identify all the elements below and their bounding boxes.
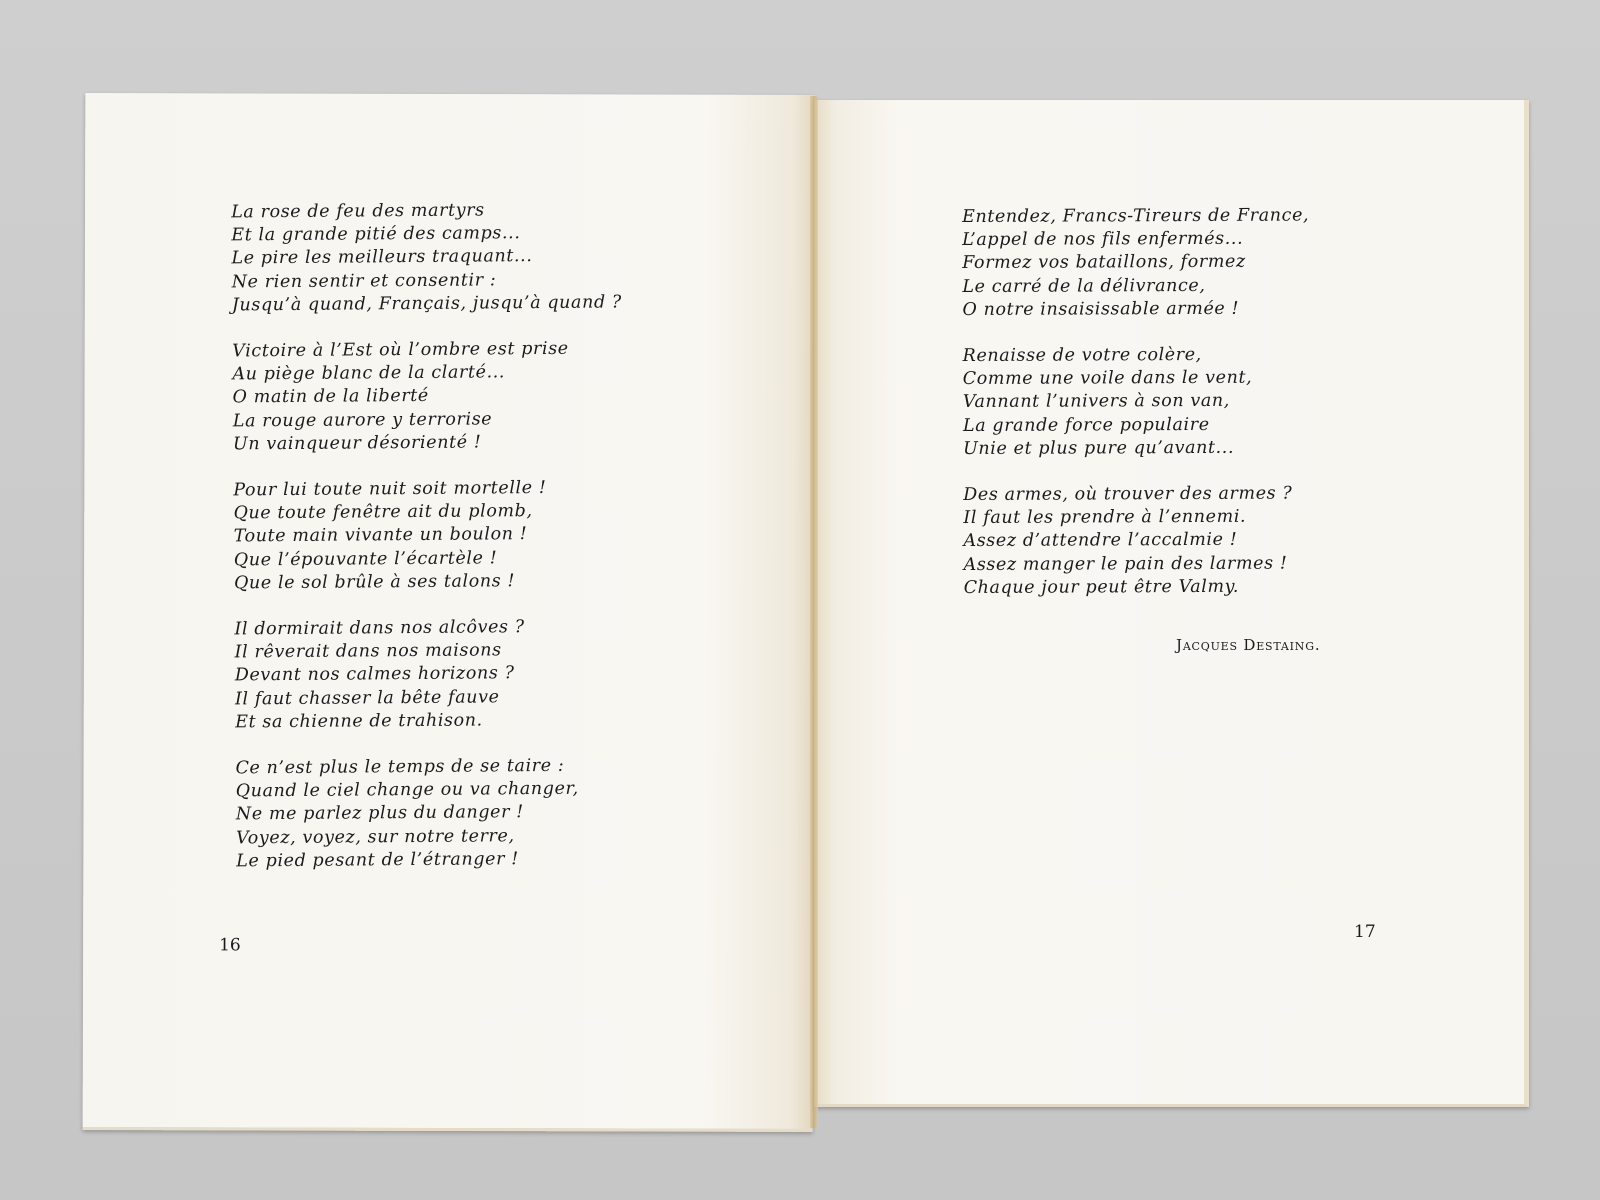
verse-line: Des armes, où trouver des armes ? (963, 483, 1293, 506)
verse-line: Vannant l’univers à son van, (962, 391, 1230, 413)
left-page (83, 93, 816, 1132)
verse-line: La rouge aurore y terrorise (232, 409, 493, 432)
verse-line: Voyez, voyez, sur notre terre, (235, 825, 515, 849)
verse-line: Que le sol brûle à ses talons ! (233, 571, 516, 594)
stanza (235, 754, 626, 873)
poem-right-column (962, 204, 1311, 623)
verse-line: Chaque jour peut être Valmy. (963, 576, 1240, 598)
verse-line: La grande force populaire (962, 414, 1210, 436)
stanza (231, 198, 622, 317)
stanza (234, 615, 625, 734)
verse-line: Toute main vivante un boulon ! (233, 524, 528, 547)
verse-line: O matin de la liberté (232, 386, 429, 408)
verse-line: Il dormirait dans nos alcôves ? (234, 617, 525, 640)
page-number-right: 17 (1354, 922, 1376, 942)
verse-line: Le carré de la délivrance, (962, 275, 1206, 297)
verse-line: Assez d’attendre l’accalmie ! (963, 530, 1238, 552)
verse-line: Jusqu’à quand, Français, jusqu’à quand ? (231, 292, 622, 316)
author-signature: Jacques Destaing. (1176, 636, 1321, 654)
verse-line: Ne me parlez plus du danger ! (235, 802, 524, 825)
stanza (232, 337, 623, 456)
verse-line: Assez manger le pain des larmes ! (963, 553, 1288, 575)
poem-left-column (231, 198, 626, 896)
verse-line: L’appel de nos fils enfermés... (962, 228, 1244, 251)
verse-line: Que toute fenêtre ait du plomb, (233, 501, 533, 524)
verse-line: La rose de feu des martyrs (231, 200, 485, 223)
verse-line: Renaisse de votre colère, (962, 344, 1202, 367)
verse-line: Au piège blanc de la clarté... (232, 362, 506, 385)
verse-line: Que l’épouvante l’écartèle ! (233, 547, 498, 571)
verse-line: Pour lui toute nuit soit mortelle ! (233, 477, 547, 501)
page-number-left: 16 (219, 935, 241, 956)
verse-line: Ce n’est plus le temps de se taire : (235, 755, 565, 779)
verse-line: Unie et plus pure qu’avant... (963, 437, 1235, 459)
right-page (814, 100, 1529, 1107)
verse-line: Et la grande pitié des camps... (231, 223, 521, 246)
verse-line: Quand le ciel change ou va changer, (235, 778, 579, 802)
verse-line: Il faut chasser la bête fauve (234, 686, 500, 710)
stanza (963, 343, 1311, 461)
verse-line: Et sa chienne de trahison. (235, 710, 483, 733)
verse-line: Il rêverait dans nos maisons (234, 640, 502, 663)
verse-line: Le pied pesant de l’étranger ! (236, 849, 519, 872)
verse-line: Entendez, Francs-Tireurs de France, (962, 205, 1310, 227)
verse-line: Il faut les prendre à l’ennemi. (963, 506, 1247, 529)
verse-line: Un vainqueur désorienté ! (232, 432, 482, 455)
verse-line: Formez vos bataillons, formez (962, 252, 1246, 274)
verse-line: Victoire à l’Est où l’ombre est prise (232, 338, 569, 362)
verse-line: Ne rien sentir et consentir : (231, 269, 497, 293)
stanza (962, 204, 1310, 322)
stanza (233, 476, 624, 595)
verse-line: Comme une voile dans le vent, (962, 367, 1253, 390)
verse-line: Le pire les meilleurs traquant... (231, 246, 533, 269)
book-spine-gutter (810, 96, 818, 1128)
verse-line: Devant nos calmes horizons ? (234, 663, 515, 686)
stanza (963, 483, 1311, 601)
verse-line: O notre insaisissable armée ! (962, 298, 1240, 320)
open-book (84, 90, 1536, 1130)
